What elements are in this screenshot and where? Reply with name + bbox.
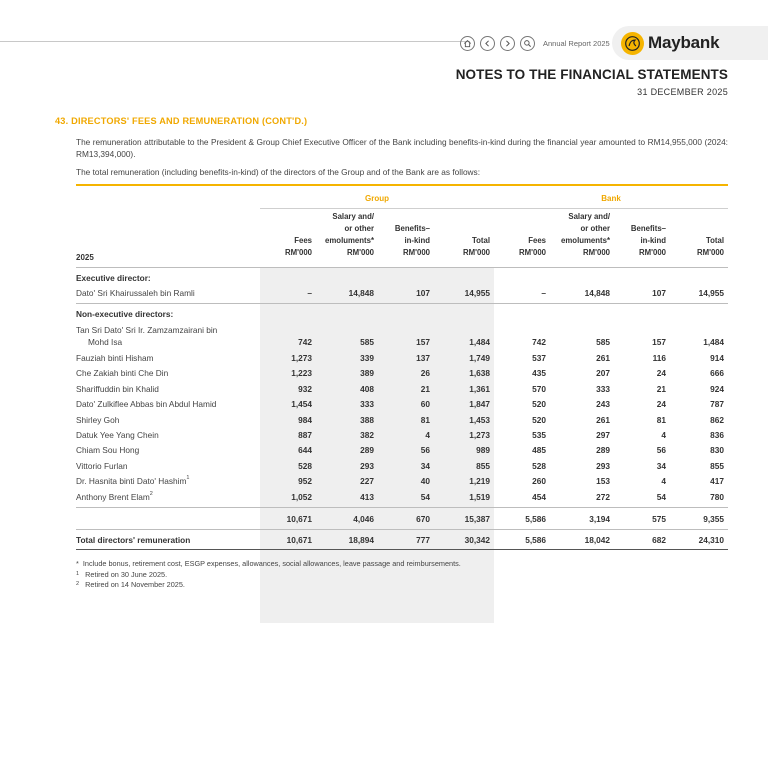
table-cell: 24 — [656, 368, 666, 379]
forward-icon[interactable] — [500, 36, 515, 51]
table-cell: 382 — [360, 430, 374, 440]
table-row — [76, 384, 728, 400]
table-cell: 24,310 — [698, 535, 724, 545]
director-name: Datuk Yee Yang Chein — [76, 430, 159, 440]
table-cell: 887 — [298, 430, 312, 440]
table-cell: 207 — [596, 368, 610, 379]
table-cell: 14,848 — [584, 288, 610, 298]
footnote-2: $^2$ Retired on 14 November 2025. — [76, 580, 185, 589]
table-cell: 528 — [298, 460, 312, 471]
column-header-bank-l1: Salary and/ — [568, 212, 610, 221]
director-name: Dato' Zulkiflee Abbas bin Abdul Hamid — [76, 399, 217, 410]
table-row — [76, 399, 728, 415]
column-header-group-l4: RM'000 — [285, 248, 312, 257]
column-header-group-l2: Benefits– — [394, 224, 430, 233]
table-cell: 855 — [476, 460, 490, 471]
table-row — [76, 492, 728, 508]
director-name: Shirley Goh — [76, 414, 120, 425]
table-cell: 1,454 — [291, 399, 312, 410]
director-name: Che Zakiah binti Che Din — [76, 368, 169, 379]
table-row — [76, 476, 728, 492]
table-cell: 388 — [360, 414, 374, 425]
search-icon[interactable] — [520, 36, 535, 51]
footnote-marker: 1 — [186, 475, 190, 482]
table-cell: 780 — [710, 491, 724, 502]
table-cell: 157 — [416, 337, 430, 347]
director-name: Non-executive directors: — [76, 309, 174, 319]
table-cell: 1,638 — [469, 368, 490, 379]
table-cell: 1,273 — [469, 430, 490, 440]
table-cell: 14,955 — [698, 288, 724, 298]
section-heading-non-executive — [76, 309, 728, 325]
maybank-tiger-icon — [621, 32, 644, 55]
table-row — [76, 445, 728, 461]
table-top-rule — [76, 184, 728, 186]
table-cell: 787 — [710, 399, 724, 410]
home-icon[interactable] — [460, 36, 475, 51]
table-cell: 293 — [360, 460, 374, 471]
table-cell: 1,361 — [469, 383, 490, 394]
header-rule-bottom — [76, 267, 728, 268]
table-cell: 520 — [532, 399, 546, 410]
column-header-bank-l4: RM'000 — [519, 248, 546, 257]
table-cell: 21 — [656, 383, 666, 394]
table-cell: 5,586 — [525, 535, 546, 545]
table-cell: 520 — [532, 414, 546, 425]
table-cell: 836 — [710, 430, 724, 440]
bank-label: Bank — [601, 194, 621, 203]
table-cell: 408 — [360, 383, 374, 394]
paragraph-total-remuneration: The total remuneration (including benefits-in-kind) of the directors of the Group and of the Bank are as follows: — [76, 167, 480, 177]
table-cell: 116 — [652, 353, 666, 363]
column-header-bank-l2: Benefits– — [630, 224, 666, 233]
table-cell: 454 — [532, 491, 546, 502]
director-name: Fauziah binti Hisham — [76, 353, 154, 363]
table-cell: 272 — [596, 491, 610, 502]
paragraph-ceo-remuneration: The remuneration attributable to the President & Group Chief Executive Officer of the Bank including benefits-in-kind during the financial year amounted to RM14,955,000 (2024: RM13,394,000). — [76, 137, 728, 159]
column-header-group-l3: in-kind — [404, 236, 430, 245]
table-cell: 570 — [532, 383, 546, 394]
column-header-group-l1: Salary and/ — [332, 212, 374, 221]
table-cell: 1,453 — [469, 414, 490, 425]
footnote-marker: 2 — [149, 490, 153, 497]
annual-report-label: Annual Report 2025 — [543, 38, 610, 48]
table-row — [76, 368, 728, 384]
footnotes — [76, 559, 461, 591]
table-cell: 777 — [416, 535, 430, 545]
table-cell: 10,671 — [286, 514, 312, 524]
table-cell: 1,749 — [469, 353, 490, 363]
table-cell: 855 — [710, 460, 724, 471]
table-cell: 297 — [596, 430, 610, 440]
table-cell: 1,484 — [469, 337, 490, 347]
column-header-group-l4: RM'000 — [403, 248, 430, 257]
table-cell: 227 — [360, 476, 374, 487]
table-cell: 952 — [298, 476, 312, 487]
table-cell: 830 — [710, 445, 724, 456]
table-cell: 1,223 — [291, 368, 312, 379]
table-cell: 924 — [710, 383, 724, 394]
table-cell: 1,484 — [703, 337, 724, 347]
subtotal-row — [76, 514, 728, 530]
table-cell: 14,848 — [348, 288, 374, 298]
total-divider — [76, 529, 728, 530]
table-cell: 289 — [596, 445, 610, 456]
table-cell: – — [541, 288, 546, 298]
table-cell: 56 — [420, 445, 430, 456]
table-cell: 585 — [360, 337, 374, 347]
director-name: Dato' Sri Khairussaleh bin Ramli — [76, 288, 195, 298]
table-cell: 682 — [652, 535, 666, 545]
table-cell: 537 — [532, 353, 546, 363]
table-cell: 670 — [416, 514, 430, 524]
table-cell: 54 — [420, 491, 430, 502]
table-cell: 666 — [710, 368, 724, 379]
table-row — [76, 461, 728, 477]
column-header-bank-l4: RM'000 — [639, 248, 666, 257]
table-cell: 389 — [360, 368, 374, 379]
director-name: Total directors' remuneration — [76, 535, 191, 545]
table-cell: 339 — [360, 353, 374, 363]
table-cell: 137 — [416, 353, 430, 363]
footnote-star: * Include bonus, retirement cost, ESGP expenses, allowances, social allowances, leave passage and reimbursements. — [76, 559, 461, 568]
table-row — [76, 288, 728, 304]
column-header-bank-l2: or other — [580, 224, 610, 233]
column-header-bank-l3: emoluments* — [561, 236, 610, 245]
table-cell: 1,052 — [291, 491, 312, 502]
table-cell: 289 — [360, 445, 374, 456]
table-cell: 260 — [532, 476, 546, 487]
table-cell: 107 — [652, 288, 666, 298]
table-cell: 333 — [360, 399, 374, 410]
table-cell: 261 — [596, 353, 610, 363]
table-cell: 3,194 — [589, 514, 610, 524]
table-cell: 18,042 — [584, 535, 610, 545]
table-cell: 914 — [710, 353, 724, 363]
header-rule — [0, 41, 470, 42]
table-cell: 742 — [298, 337, 312, 347]
table-row — [76, 325, 728, 347]
table-cell: 243 — [596, 399, 610, 410]
column-header-group-l4: RM'000 — [463, 248, 490, 257]
table-cell: 18,894 — [348, 535, 374, 545]
table-cell: 4,046 — [353, 514, 374, 524]
director-name: Dr. Hasnita binti Dato' Hashim$^1$ — [76, 475, 190, 487]
table-cell: 435 — [532, 368, 546, 379]
page-date: 31 DECEMBER 2025 — [637, 87, 728, 97]
table-cell: 742 — [532, 337, 546, 347]
table-cell: 932 — [298, 383, 312, 394]
bank-rule — [494, 208, 728, 209]
subtotal-divider — [76, 507, 728, 508]
table-cell: 40 — [420, 476, 430, 487]
table-cell: 413 — [360, 491, 374, 502]
column-header-bank-l3: in-kind — [640, 236, 666, 245]
table-cell: 4 — [661, 430, 666, 440]
director-name: Executive director: — [76, 273, 151, 283]
table-cell: 15,387 — [464, 514, 490, 524]
table-cell: 14,955 — [464, 288, 490, 298]
table-cell: 528 — [532, 460, 546, 471]
table-row — [76, 415, 728, 431]
table-row — [76, 353, 728, 369]
column-header-bank-l4: RM'000 — [697, 248, 724, 257]
table-cell: 1,219 — [469, 476, 490, 487]
table-cell: 26 — [420, 368, 430, 379]
column-header-group-l3: emoluments* — [325, 236, 374, 245]
footnote-1: $^1$ Retired on 30 June 2025. — [76, 569, 168, 579]
column-header-group-l3: Total — [471, 236, 490, 245]
table-cell: 585 — [596, 337, 610, 347]
column-header-bank-l3: Total — [705, 236, 724, 245]
table-cell: 30,342 — [464, 535, 490, 545]
column-header-group-l2: or other — [344, 224, 374, 233]
section-title: 43. DIRECTORS' FEES AND REMUNERATION (CONT'D.) — [55, 116, 308, 126]
table-cell: 34 — [420, 460, 430, 471]
group-label: Group — [365, 194, 389, 203]
report-nav — [460, 34, 610, 52]
director-name: Chiam Sou Hong — [76, 445, 140, 456]
director-name: Shariffuddin bin Khalid — [76, 383, 159, 394]
table-cell: 1,273 — [291, 353, 312, 363]
table-cell: 9,355 — [703, 514, 724, 524]
column-header-group-l4: RM'000 — [347, 248, 374, 257]
director-name-continued: Mohd Isa — [88, 337, 123, 347]
table-cell: 485 — [532, 445, 546, 456]
table-cell: 575 — [652, 514, 666, 524]
year-label: 2025 — [76, 253, 94, 262]
table-cell: 21 — [420, 383, 430, 394]
director-name: Vittorio Furlan — [76, 460, 128, 471]
table-bottom-rule — [76, 549, 728, 550]
table-cell: 417 — [710, 476, 724, 487]
table-row — [76, 430, 728, 446]
table-cell: 989 — [476, 445, 490, 456]
table-cell: 107 — [416, 288, 430, 298]
table-cell: 153 — [596, 476, 610, 487]
table-cell: 535 — [532, 430, 546, 440]
director-name: Tan Sri Dato' Sri Ir. Zamzamzairani bin — [76, 325, 218, 335]
table-cell: 34 — [656, 460, 666, 471]
row-divider — [76, 303, 728, 304]
back-icon[interactable] — [480, 36, 495, 51]
table-cell: 60 — [420, 399, 430, 410]
group-rule — [260, 208, 494, 209]
table-cell: 4 — [425, 430, 430, 440]
director-name: Anthony Brent Elam$^2$ — [76, 490, 153, 502]
table-cell: 644 — [298, 445, 312, 456]
brand-logo[interactable] — [612, 26, 768, 60]
column-header-bank-l3: Fees — [528, 236, 546, 245]
table-cell: 56 — [656, 445, 666, 456]
column-header-bank-l4: RM'000 — [583, 248, 610, 257]
table-cell: 1,847 — [469, 399, 490, 410]
section-heading-executive — [76, 273, 728, 289]
table-cell: 261 — [596, 414, 610, 425]
table-cell: 54 — [656, 491, 666, 502]
table-cell: 5,586 — [525, 514, 546, 524]
table-cell: 4 — [661, 476, 666, 487]
table-cell: 333 — [596, 383, 610, 394]
table-cell: 81 — [656, 414, 666, 425]
page-title: NOTES TO THE FINANCIAL STATEMENTS — [455, 67, 728, 82]
table-cell: 10,671 — [286, 535, 312, 545]
table-cell: 1,519 — [469, 491, 490, 502]
table-cell: 81 — [420, 414, 430, 425]
brand-name: Maybank — [648, 33, 720, 52]
table-cell: 862 — [710, 414, 724, 425]
table-cell: 984 — [298, 414, 312, 425]
table-cell: 157 — [652, 337, 666, 347]
table-cell: 293 — [596, 460, 610, 471]
table-cell: 24 — [656, 399, 666, 410]
column-header-group-l3: Fees — [294, 236, 312, 245]
table-cell: – — [307, 288, 312, 298]
